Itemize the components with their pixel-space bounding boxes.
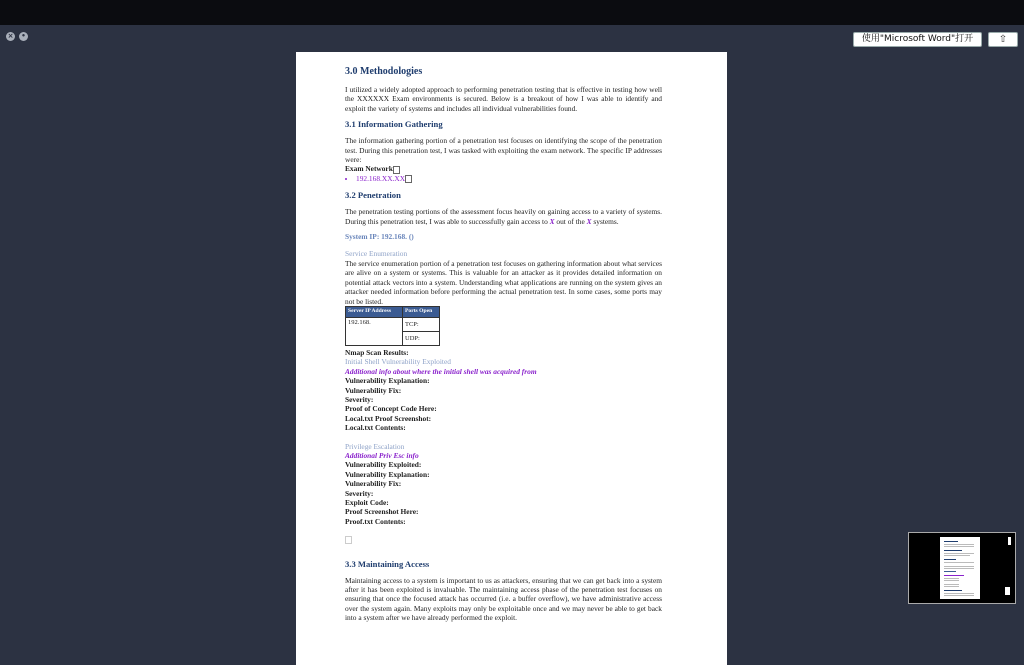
initial-shell-heading: Initial Shell Vulnerability Exploited <box>345 357 451 367</box>
field-label: Vulnerability Fix: <box>345 479 402 489</box>
field-label: Vulnerability Explanation: <box>345 469 430 479</box>
thumbnail-bar <box>1008 537 1011 545</box>
list-item: • 192.168.XX.XX <box>356 174 662 183</box>
table-header-ip: Server IP Address <box>346 306 403 317</box>
field-label: Exploit Code: <box>345 498 389 507</box>
service-enumeration-body: The service enumeration portion of a penetration test focuses on gathering information about what services are alive on a system or systems. This is valuable for an attacker as it provides detailed information on potential attack vectors into a system. Understanding what applications are running on the system gives an attacker needed information before performing the actual penetration test. In some cases, some ports may not be listed. <box>345 258 662 306</box>
field-label: Proof.txt Contents: <box>345 516 406 526</box>
document-page[interactable] <box>296 52 727 665</box>
ports-table <box>345 306 440 346</box>
service-enumeration-heading: Service Enumeration <box>345 249 408 259</box>
thumbnail-scroll-indicator <box>1005 587 1010 595</box>
top-bar <box>0 0 1024 25</box>
page-thumbnail[interactable] <box>908 532 1016 604</box>
checkbox-icon <box>393 166 400 174</box>
tcp-cell: TCP: <box>403 317 440 331</box>
ip-list <box>345 174 662 183</box>
section-3-3-body: Maintaining access to a system is important to us as attackers, ensuring that we can get back into a system after it has been exploited is invaluable. The maintaining access phase of the penetration test focuses on ensuring that once the focused attack has occurred (i.e. a buffer overflow), we have administrative access over the system again. Many exploits may only be exploitable once and we may never be able to get back into a system after we have already performed the exploit. <box>345 575 662 623</box>
open-in-word-button[interactable]: 使用"Microsoft Word"打开 <box>853 32 982 47</box>
document-content <box>345 66 662 629</box>
minimize-icon[interactable]: • <box>19 32 28 41</box>
field-label: Severity: <box>345 394 374 404</box>
udp-cell: UDP: <box>403 331 440 345</box>
field-label: Local.txt Proof Screenshot: <box>345 413 432 423</box>
placeholder-icon <box>345 536 352 544</box>
share-icon[interactable]: ⇧ <box>988 32 1018 47</box>
table-header-ports: Ports Open <box>403 306 440 317</box>
section-3-2-heading: 3.2 Penetration <box>345 190 401 201</box>
field-label: Vulnerability Explanation: <box>345 376 430 386</box>
field-label: Proof of Concept Code Here: <box>345 404 437 414</box>
close-icon[interactable]: × <box>7 32 14 40</box>
nmap-scan-results-label: Nmap Scan Results: <box>345 347 409 357</box>
initial-shell-info: Additional info about where the initial shell was acquired from <box>345 366 537 376</box>
section-3-heading: 3.0 Methodologies <box>345 66 423 77</box>
section-3-3-heading: 3.3 Maintaining Access <box>345 558 430 569</box>
section-3-intro: I utilized a widely adopted approach to performing penetration testing that is effective in testing how well the XXXXXX Exam environments is secured. Below is a breakout of how I was able to identify and exploit the variety of systems and includes all individual vulnerabilities found. <box>345 85 662 113</box>
thumbnail-page <box>940 537 980 599</box>
field-label: Local.txt Contents: <box>345 423 406 433</box>
field-label: Vulnerability Exploited: <box>345 460 422 470</box>
ip-cell: 192.168. <box>346 317 403 345</box>
section-3-2-body: The penetration testing portions of the assessment focus heavily on gaining access to a variety of systems. During this penetration test, I was able to successfully gain access to X out of the X systems. <box>345 207 662 226</box>
privilege-escalation-info: Additional Priv Esc info <box>345 450 419 460</box>
section-3-1-body: The information gathering portion of a penetration test focuses on identifying the scope of the penetration test. During this penetration test, I was tasked with exploiting the exam network. The specific IP addresses were: <box>345 136 662 165</box>
field-label: Proof Screenshot Here: <box>345 507 419 517</box>
table-row <box>346 317 440 331</box>
system-ip-label: System IP: 192.168. () <box>345 232 414 242</box>
exam-network-label: Exam Network <box>345 164 662 173</box>
section-3-1-heading: 3.1 Information Gathering <box>345 119 443 130</box>
privilege-escalation-heading: Privilege Escalation <box>345 441 405 451</box>
checkbox-icon <box>405 175 412 183</box>
field-label: Severity: <box>345 488 374 498</box>
field-label: Vulnerability Fix: <box>345 385 402 395</box>
